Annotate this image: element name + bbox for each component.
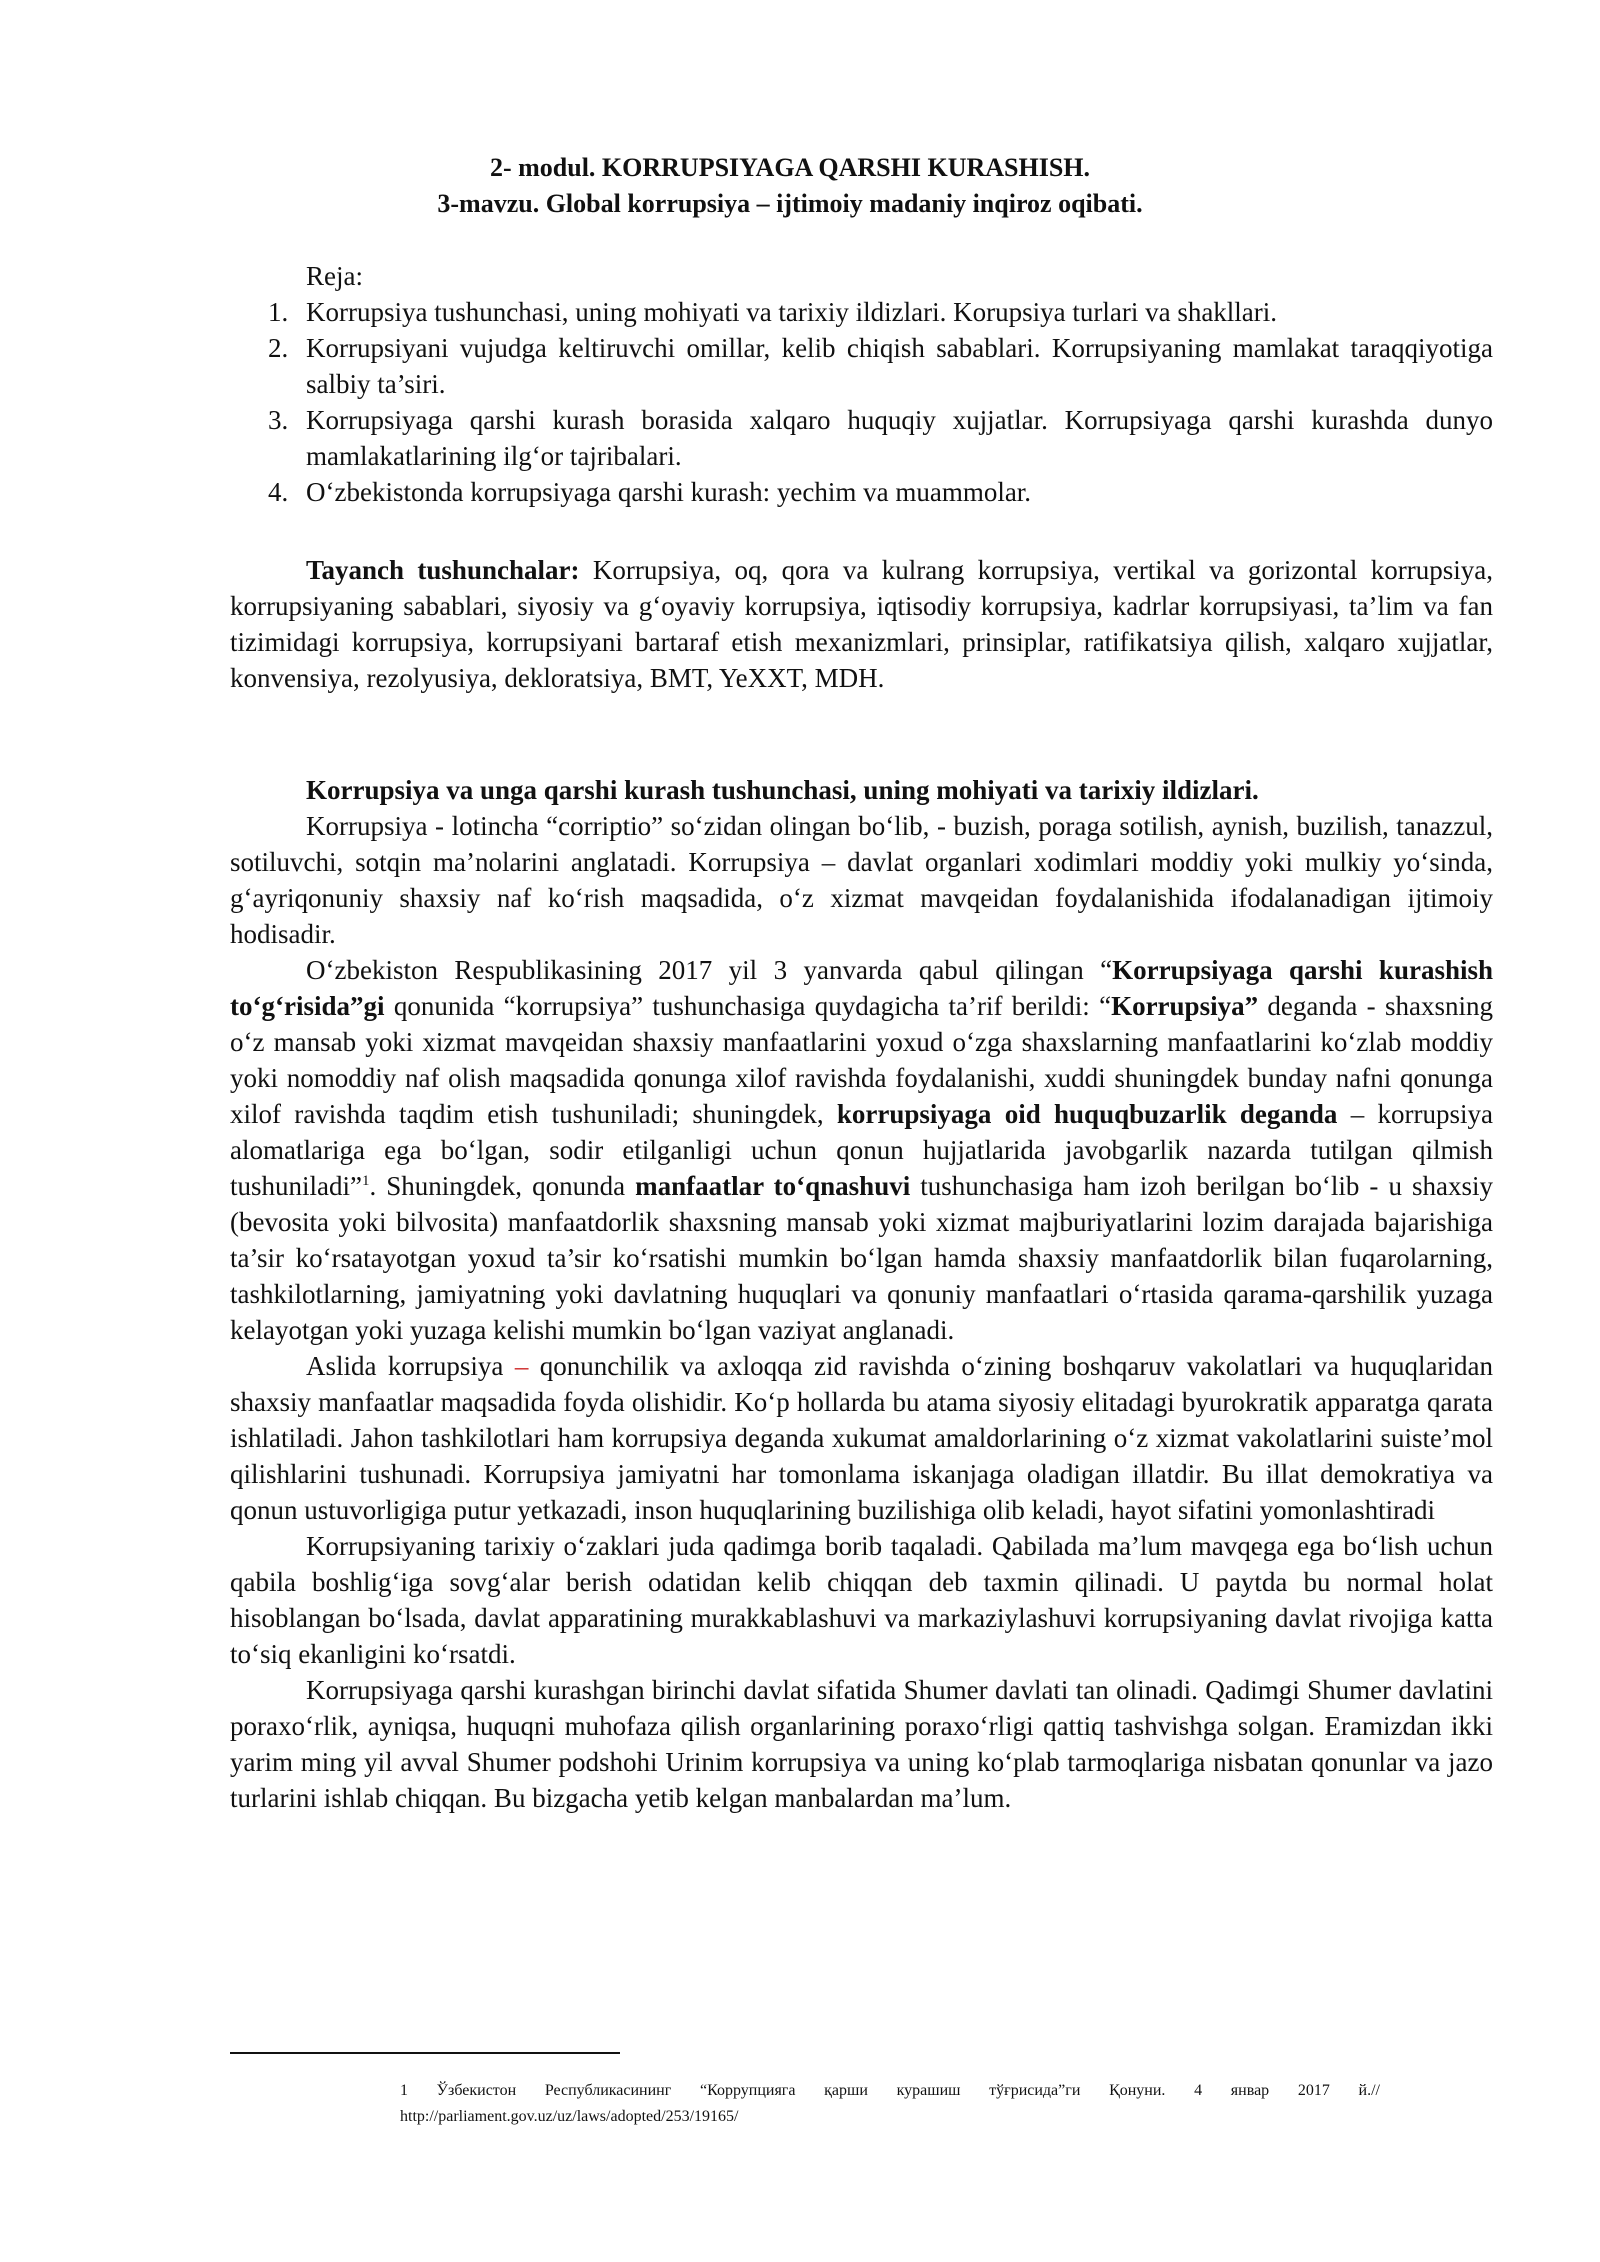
key-concepts xyxy=(230,552,1493,696)
text-run: – korrupsiya alomatlariga ega bo‘lgan, sodir etilganligi uchun qonun hujjatlarida javobgarlik nazarda tutilgan qilmish tushuniladi” xyxy=(230,1099,1493,1201)
plan-item xyxy=(268,402,1493,474)
paragraph-sumer: Korrupsiyaga qarshi kurashgan birinchi davlat sifatida Shumer davlati tan olinadi. Qadimgi Shumer davlatini poraxo‘rlik, ayniqsa, huquqni muhofaza qilish organlarining poraxo‘rligi qattiq tashvishga solgan. Eramizdan ikki yarim ming yil avval Shumer podshohi Urinim korrupsiya va uning ko‘plab tarmoqlariga nisbatan qonunlar va jazo turlarini ishlab chiqqan. Bu bizgacha yetib kelgan manbalardan ma’lum. xyxy=(230,1675,1493,1813)
plan-item-text: Korrupsiyani vujudga keltiruvchi omillar, kelib chiqish sabablari. Korrupsiyaning mamlakat taraqqiyotiga salbiy ta’siri. xyxy=(306,333,1493,399)
module-title: 2- modul. KORRUPSIYAGA QARSHI KURASHISH. xyxy=(489,153,1091,182)
key-concepts-label: Tayanch tushunchalar: xyxy=(306,555,580,585)
plan-item xyxy=(268,330,1493,402)
plan-item-number: 1. xyxy=(268,297,289,327)
footnote-divider xyxy=(230,2052,620,2054)
text-run: deganda - shaxsning o‘z mansab yoki xizmat mavqeidan shaxsiy manfaatlarini yoxud o‘zga shaxslarning manfaatlarini ko‘zlab moddiy yoki nomoddiy naf olish maqsadida qonunga xilof ravishda foydalanishi, xuddi shuningdek bunday nafni qonunga xilof ravishda taqdim etish tushuniladi; shuningdek, xyxy=(230,991,1493,1129)
text-run: O‘zbekiston Respublikasining 2017 yil 3 yanvarda qabul qilingan “ xyxy=(306,955,1113,985)
key-concepts-paragraph xyxy=(230,552,1493,696)
text-run: tushunchasiga ham izoh berilgan bo‘lib - u shaxsiy (bevosita yoki bilvosita) manfaatdorlik shaxsning mansab yoki xizmat majburiyatlarini lozim darajada bajarishiga ta’sir ko‘rsatayotgan yoxud ta’sir ko‘rsatishi mumkin bo‘lgan hamda shaxsiy manfaatdorlik bilan fuqarolarning, tashkilotlarning, jamiyatning yoki davlatning huquqlari va qonuniy manfaatlari o‘rtasida qarama-qarshilik yuzaga kelayotgan yoki yuzaga kelishi mumkin bo‘lgan vaziyat anglanadi. xyxy=(230,1171,1493,1345)
plan-item-number: 3. xyxy=(268,405,289,435)
key-concepts-text: Korrupsiya, oq, qora va kulrang korrupsiya, vertikal va gorizontal korrupsiya, korrupsiyaning sabablari, siyosiy va g‘oyaviy korrupsiya, iqtisodiy korrupsiya, kadrlar korrupsiyasi, ta’lim va fan tizimidagi korrupsiya, korrupsiyani bartaraf etish mexanizmlari, prinsiplar, ratifikatsiya qilish, xalqaro xujjatlar, konvensiya, rezolyusiya, dekloratsiya, BMT, YeXXT, MDH. xyxy=(230,555,1493,693)
text-run: . Shuningdek, qonunda xyxy=(369,1171,636,1201)
accent-dash: – xyxy=(514,1351,529,1381)
plan-item-text: O‘zbekistonda korrupsiyaga qarshi kurash: yechim va muammolar. xyxy=(306,477,1032,507)
plan-item xyxy=(268,474,1493,510)
section-heading: Korrupsiya va unga qarshi kurash tushunchasi, uning mohiyati va tarixiy ildizlari. xyxy=(306,775,1259,805)
text-run: qonunida “korrupsiya” tushunchasiga quydagicha ta’rif berildi: “ xyxy=(384,991,1112,1021)
plan-item-text: Korrupsiyaga qarshi kurash borasida xalqaro huquqiy xujjatlar. Korrupsiyaga qarshi kurashda dunyo mamlakatlarining ilg‘or tajribalari. xyxy=(306,405,1493,471)
plan-item-text: Korrupsiya tushunchasi, uning mohiyati va tarixiy ildizlari. Korupsiya turlari va shakllari. xyxy=(306,297,1278,327)
term-conflict-of-interest: manfaatlar to‘qnashuvi xyxy=(635,1171,911,1201)
text-run: Aslida korrupsiya xyxy=(306,1351,515,1381)
footnote: 1 Ўзбекистон Республикасининг “Коррупцияга қарши курашиш тўғрисида”ги Қонуни. 4 январ 2017 й.// http://parliament.gov.uz/uz/laws/adopted/253/19165/ xyxy=(400,2082,1380,2125)
topic-title: 3-mavzu. Global korrupsiya – ijtimoiy madaniy inqiroz oqibati. xyxy=(437,189,1143,218)
term-offence: korrupsiyaga oid huquqbuzarlik deganda xyxy=(836,1099,1338,1129)
paragraph-definition: Korrupsiya - lotincha “corriptio” so‘zidan olingan bo‘lib, - buzish, poraga sotilish, aynish, buzilish, tanazzul, sotiluvchi, sotqin ma’nolarini anglatadi. Korrupsiya – davlat organlari xodimlari moddiy yoki mulkiy yo‘sinda, g‘ayriqonuniy shaxsiy naf ko‘rish maqsadida, o‘z xizmat mavqeidan foydalanishida ifodalanadigan ijtimoiy hodisadir. xyxy=(230,811,1493,949)
paragraph-essence xyxy=(230,1348,1493,1528)
footnote-reference[interactable]: 1 xyxy=(361,1173,370,1189)
paragraph-history: Korrupsiyaning tarixiy o‘zaklari juda qadimga borib taqaladi. Qabilada ma’lum mavqega ega bo‘lish uchun qabila boshlig‘iga sovg‘alar berish odatidan kelib chiqqan deb taxmin qilinadi. U paytda bu normal holat hisoblangan bo‘lsada, davlat apparatining murakkablashuvi va markaziylashuvi korrupsiyaning davlat rivojiga katta to‘siq ekanligini ko‘rsatdi. xyxy=(230,1531,1493,1669)
plan-label: Reja: xyxy=(306,261,363,291)
term-korrupsiya: Korrupsiya” xyxy=(1111,991,1259,1021)
law-name: Korrupsiyaga qarshi kurashish to‘g‘risida”gi xyxy=(230,955,1493,1021)
main-section xyxy=(230,772,1493,1816)
plan-item-number: 4. xyxy=(268,477,289,507)
plan-item-number: 2. xyxy=(268,333,289,363)
plan-list xyxy=(268,294,1493,510)
text-run: qonunchilik va axloqqa zid ravishda o‘zining boshqaruv vakolatlari va huquqlaridan shaxsiy manfaatlar maqsadida foyda olishidir. Ko‘p hollarda bu atama siyosiy elitadagi byurokratik apparatga qarata ishlatiladi. Jahon tashkilotlari ham korrupsiya deganda xukumat amaldorlarining o‘z xizmat vakolatlarini suiste’mol qilishlarini tushunadi. Korrupsiya jamiyatni har tomonlama iskanjaga oladigan illatdir. Bu illat demokratiya va qonun ustuvorligiga putur yetkazadi, inson huquqlarining buzilishiga olib keladi, hayot sifatini yomonlashtiradi xyxy=(230,1351,1494,1525)
plan-item xyxy=(268,294,1493,330)
paragraph-law xyxy=(230,952,1493,1348)
